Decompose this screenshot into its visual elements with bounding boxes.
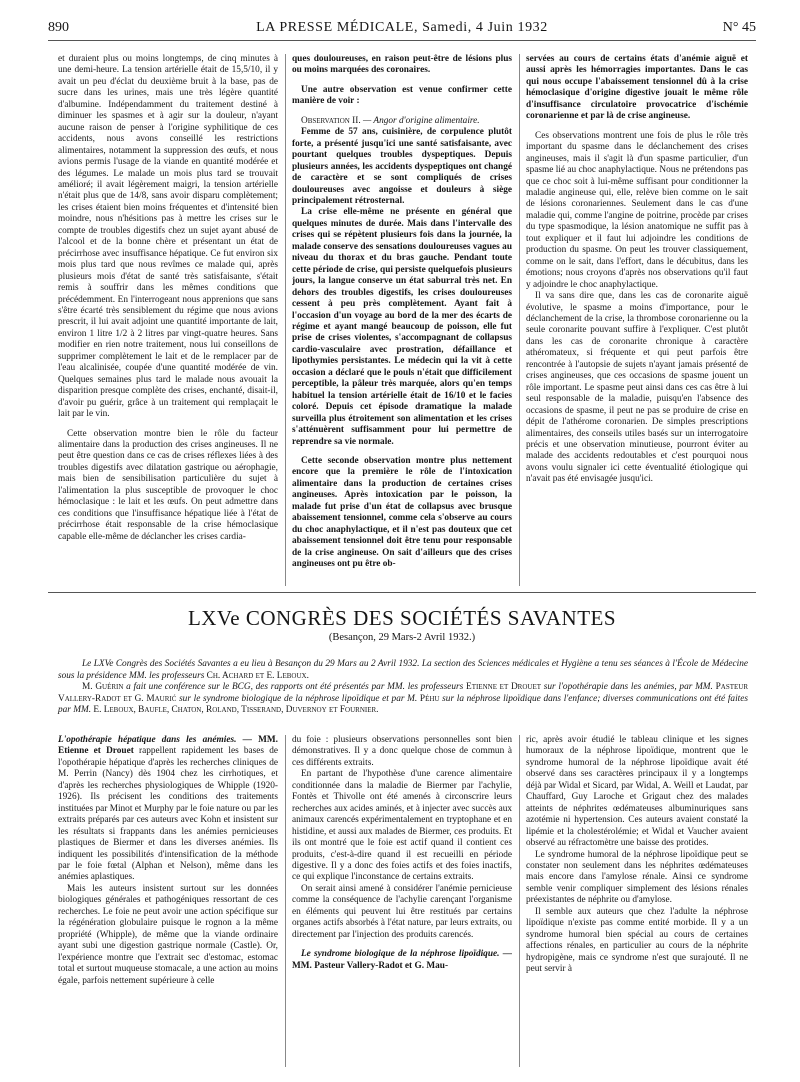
article-heading (292, 949, 512, 972)
observation-heading (292, 116, 512, 127)
paragraph: servées au cours de certains états d'anémie aiguë et aussi après les hémorragies importantes. Dans le cas qui nous occupe l'abaissement tensionnel dû à la crise hémoclasique d'origine digestive jouait le même rôle d'insuffisance circulatoire provocatrice d'ischémie coronarienne et par là de crise angineuse. (526, 54, 748, 122)
intro-paragraph (58, 659, 748, 682)
header-rule (48, 40, 756, 41)
bottom-column-2 (292, 735, 512, 1065)
intro-text: M. (82, 682, 93, 692)
paragraph: Il va sans dire que, dans les cas de coronarite aiguë évolutive, le spasme a moins d'importance, pour le déclanchement de la crise, la thrombose coronarienne ou la seule coronarite pouvant suffire à l'expliquer. C'est plutôt dans les cas de coronarite chronique à caractère athéromateux, si fréquente et qui peut parfois être rencontrée à l'autopsie de sujets n'ayant jamais présenté de crises angineuses, que ces occasions de spasme jouent un rôle important. Le spasme peut ainsi dans ces cas être à lui seul responsable de la maladie, puisqu'en l'absence des occasions de spasme, il peut ne pas se produire de crise en dépit de l'athérome coronarien. De simples prescriptions alimentaires, des conseils utiles basés sur un interrogatoire précis et une observation minutieuse, pourront éviter au malade des accidents redoutables et c'est pourquoi nous avons voulu signaler ici cette éventualité étiologique qui n'avait pas été envisagée jusqu'ici. (526, 291, 748, 485)
page-number: 890 (48, 20, 69, 35)
article-text: rappellent rapidement les bases de l'opothérapie hépatique d'après les recherches cliniques de M. Perrin (Nancy) dès 1904 chez les cirrhotiques, et d'après les recherches physiologiques de Whipple (1920-1926). Ils précisent les conditions des traitements instituées par Minot et Murphy par le foie nature ou par les extraits préparés par ces auteurs avec Kohn et insistent sur les résultats si frappants dans les anémies pernicieuses plastiques de Biermer et dans les diverses anémies. Ils indiquent les possibilités d'intensification de la méthode par le foie fœtal (Alphan et Nelson), même dans les anémies aplastiques. (58, 746, 278, 883)
observation-title: — Angor d'origine alimentaire. (362, 115, 480, 126)
article-title: L'opothérapie hépatique dans les anémies. (58, 735, 237, 745)
congress-subtitle: (Besançon, 29 Mars-2 Avril 1932.) (328, 632, 476, 643)
top-column-3 (526, 54, 748, 584)
paragraph: Mais les auteurs insistent surtout sur les données biologiques générales et pathogéniques ressortant de ces recherches. Le foie ne peut avoir une action spécifique sur la régénération globulaire puisque le rognon a la même propriété (Whipple), de même que la viande ordinaire ayant subi une digestion gastrique normale (Castle). Or, l'expérience montre que l'extrait sec d'estomac, estomac total et surtout muqueuse stomacale, a une action au moins égale, parfois nettement supérieure à celle (58, 883, 278, 986)
intro-names: E. Leboux, Baufle, Chaton, Roland, Tisserand, Duvernoy et Fournier. (93, 705, 379, 715)
intro-text: Le LXVe Congrès des Sociétés Savantes a eu lieu à Besançon du 29 Mars au 2 Avril 1932. La section des Sciences médicales et Hygiène a tenu ses séances à l'École de Médecine sous la présidence MM. les professeurs (58, 659, 748, 681)
paragraph: La crise elle-même ne présente en général que quelques minutes de durée. Mais dans l'intervalle des crises qui se répètent plusieurs fois dans la journée, la malade conserve des sensations douloureuses vagues au niveau du thorax et du bras gauche. Pendant toute cette période de crise, qui persiste quelquefois plusieurs jours, la langue conserve un état saburral très net. En dehors des troubles digestifs, les crises douloureuses cessent à peu près complètement. Ayant fait à l'occasion d'un voyage au bord de la mer des écarts de régime et ayant mangé beaucoup de poisson, elle fut prise de crises violentes, s'accompagnant de collapsus cardio-vasculaire avec prostration, défaillance et lipothymies persistantes. Le médecin qui la vit à cette occasion a déclaré que le pouls n'était que difficilement perceptible, la pâleur très marquée, alors qu'en temps habituel la tension artérielle était de 16/10 et le facies coloré. Depuis cet épisode dramatique la malade surveilla plus étroitement son alimentation et les crises s'atténuèrent suffisamment pour lui permettre de reprendre sa vie normale. (292, 207, 512, 447)
issue-number: N° 45 (722, 20, 756, 35)
top-column-1 (58, 54, 278, 584)
congress-intro (58, 659, 748, 717)
paragraph: Il semble aux auteurs que chez l'adulte la néphrose lipoïdique n'existe pas comme entité morbide. Il y a un syndrome humoral bien spécial au cours de certaines affections rénales, en particulier au cours de la néphrite hydropigène, mais ce syndrome n'est que surajouté. Il ne peut servir à (526, 906, 748, 975)
intro-names: Etienne et Drouet (466, 682, 542, 692)
intro-names: Ch. Achard et E. Leboux. (206, 670, 309, 681)
article-paragraph (58, 735, 278, 884)
paragraph: Femme de 57 ans, cuisinière, de corpulence plutôt forte, a présenté jusqu'ici une santé satisfaisante, avec pourtant quelques troubles dyspeptiques. Depuis plusieurs années, les accidents dyspeptiques ont changé de caractère et se sont compliqués de crises douloureuses avec angoisse et douleurs à siège principalement rétrosternal. (292, 127, 512, 206)
column-divider (285, 735, 286, 1067)
section-rule (48, 592, 756, 593)
paragraph: Cette observation montre bien le rôle du facteur alimentaire dans la production des crises angineuses. Il ne peut être question dans ce cas de crises réflexes liées à des troubles digestifs avec dilatation gastrique ou aérophagie, mais bien de sensibilisation particulière du sujet à l'alimentation la plus susceptible de provoquer le choc hémoclasique : le lait et les œufs. On peut admettre dans ces conditions que l'insuffisance hépatique liée à l'état de précirrhose était responsable de la crise hémoclasique capable elle-même de déclancher les crises cardia- (58, 428, 278, 542)
intro-paragraph (58, 682, 748, 717)
intro-text: a fait une conférence sur le BCG, des rapports ont été présentés par MM. les professeurs (126, 682, 464, 692)
paragraph: ric, après avoir étudié le tableau clinique et les signes humoraux de la néphrose lipoïdique, montrent que le syndrome humoral de la néphrose lipoïdique avait été observé dans ses caractères principaux il y a longtemps déjà par Widal et Sicard, par Widal, A. Weill et Laudat, par Chauffard, Guy Laroche et Grigaut chez des malades atteints de néphrites œdémateuses albuminuriques sans azotémie ni hypertension. Ces auteurs avaient constaté la lipémie et la cholestérolémie; et Widal et Vaucher avaient observé au réfractomètre une baisse des protides. (526, 735, 748, 849)
paragraph: Une autre observation est venue confirmer cette manière de voir : (292, 84, 512, 107)
paragraph: Cette seconde observation montre plus nettement encore que la première le rôle de l'intoxication alimentaire dans la production de certaines crises angineuses. Après intoxication par le poisson, la malade fut prise d'un état de collapsus avec brusque abaissement tensionnel, comme cela s'observe au cours du choc anaphylactique, et il n'est pas douteux que cet abaissement tensionnel doit être tenu pour responsable de la crise angineuse. On sait d'ailleurs que des crises angineuses ont pu être ob- (292, 455, 512, 570)
observation-label: Observation II. (301, 115, 361, 126)
paragraph: On serait ainsi amené à considérer l'anémie pernicieuse comme la conséquence de l'achylie carençant l'organisme en éléments qui peuvent lui être restitués par certains organes actifs absorbés à l'état nature, par leurs extraits, ou directement par l'injection des produits carencés. (292, 883, 512, 940)
article-authors: — MM. Etienne et Drouet (58, 735, 278, 757)
top-column-2 (292, 54, 512, 584)
paragraph: Ces observations montrent une fois de plus le rôle très important du spasme dans le déclanchement des crises angineuses, mais il s'agit là d'un spasme particulier, d'un spasme lié au choc anaphylactique. Nous ne prétendons pas que ce choc soit à lui-même suffisant pour conditionner la maladie angineuse qui, elle, relève bien comme on le sait de lésions coronariennes. Seulement dans le cas d'une maladie qui, comme l'angine de poitrine, procède par crises du type spasmodique, la lésion anatomique ne suffit pas à tout expliquer et il faut lui adjoindre les conditions de production du spasme. On peut les trouver classiquement, comme on le sait, dans l'effort, dans le décubitus, dans les émotions; nous croyons d'après nos observations qu'il faut y adjoindre le choc anaphylactique. (526, 130, 748, 290)
bottom-column-1 (58, 735, 278, 1065)
paragraph: En partant de l'hypothèse d'une carence alimentaire conditionnée dans la maladie de Biermer par l'achylie, Fontès et Thivolle ont été amenés à circonscrire leurs recherches aux acides aminés, et à injecter avec succès aux animaux carencés expérimentalement en tryptophane et en histidine, et aussi aux malades de Biermer, ces produits. Et ils ont montré que le foie est actif quand il contient ces produits, c'est-à-dire quand il est recueilli en période digestive. Il y a donc des foies actifs et des foies inactifs, ce qui explique l'inconstance de certains extraits. (292, 769, 512, 883)
column-divider (519, 54, 520, 586)
bottom-column-3 (526, 735, 748, 1065)
intro-text: sur l'opothérapie dans les anémies, par MM. (543, 682, 713, 692)
journal-title: LA PRESSE MÉDICALE, Samedi, 4 Juin 1932 (256, 20, 548, 35)
intro-names: Pasteur Vallery-Radot et G. Maurić (58, 682, 749, 704)
paragraph: ques douloureuses, en raison peut-être de lésions plus ou moins marquées des coronaires. (292, 54, 512, 76)
intro-text: sur la néphrose lipoïdique dans l'enfance; diverses communications ont été faites par MM. (58, 693, 748, 715)
column-divider (519, 735, 520, 1067)
congress-title: LXVe CONGRÈS DES SOCIÉTÉS SAVANTES (187, 606, 617, 630)
paragraph: Le syndrome humoral de la néphrose lipoïdique peut se constater non seulement dans les néphrites œdémateuses mais encore dans l'amylose rénale. Ainsi ce syndrome semble venir compliquer simplement des lésions rénales préexistantes de néphrite ou d'amylose. (526, 849, 748, 906)
intro-names: Guérin (95, 682, 124, 692)
intro-names: Péhu (419, 693, 440, 704)
article-title: Le syndrome biologique de la néphrose lipoïdique. (301, 949, 500, 960)
paragraph: et duraient plus ou moins longtemps, de cinq minutes à une demi-heure. La tension artérielle était de 15,5/10, il y avait un peu d'éclat du deuxième bruit à la base, pas de sucre dans les urines, mais une très légère quantité d'albumine. Indépendamment du traitement destiné à diminuer les spasmes et à agir sur la douleur, n'ayant aucune raison de penser à l'origine syphilitique de ces accidents, nous avons conseillé les restrictions alimentaires, notamment la suppression des œufs, et nous avions permis l'usage de la viande en quantité modérée et des légumes. Le malade un mois plus tard se trouvait amélioré; il avait légèrement maigri, la tension artérielle n'était plus que de 14/8, sans avoir disparu complètement; les crises étaient bien moins fréquentes et d'intensité bien moindre, nous n'hésitions pas à mettre les crises sur le compte de troubles digestifs chez un sujet ayant abusé de l'alcool et de la bonne chère et présentant un état de précirrhose avec insuffisance hépatique. Ce fut environ six mois plus tard que nous revîmes ce malade qui, après plusieurs mois d'état de santé très satisfaisante, s'était remis à souffrir dans les mêmes conditions que précédemment. En l'interrogeant nous apprenions que sans s'être écarté très sensiblement du régime que nous avions prescrit, il lui avait adjoint une quantité importante de lait, environ 1 litre 1/2 à 2 litres par vingt-quatre heures. Sans modifier en rien notre traitement, nous lui conseillons de supprimer complètement le lait et de le remplacer par de l'eau alcalinisée, coupée d'une quantité modérée de vin. Quelques semaines plus tard le malade nous avouait la disparition presque complète des crises, enchanté, disait-il, d'avoir pu guérir, grâce à un traitement qui remplaçait le lait par le vin. (58, 54, 278, 420)
paragraph: du foie : plusieurs observations personnelles sont bien démonstratives. Il y a donc quelque chose de commun à ces différents extraits. (292, 735, 512, 768)
running-header (48, 20, 756, 42)
intro-text: sur le syndrome biologique de la néphrose lipoïdique et par M. (179, 693, 418, 704)
article-authors: — MM. Pasteur Vallery-Radot et G. Mau- (292, 949, 512, 971)
column-divider (285, 54, 286, 586)
